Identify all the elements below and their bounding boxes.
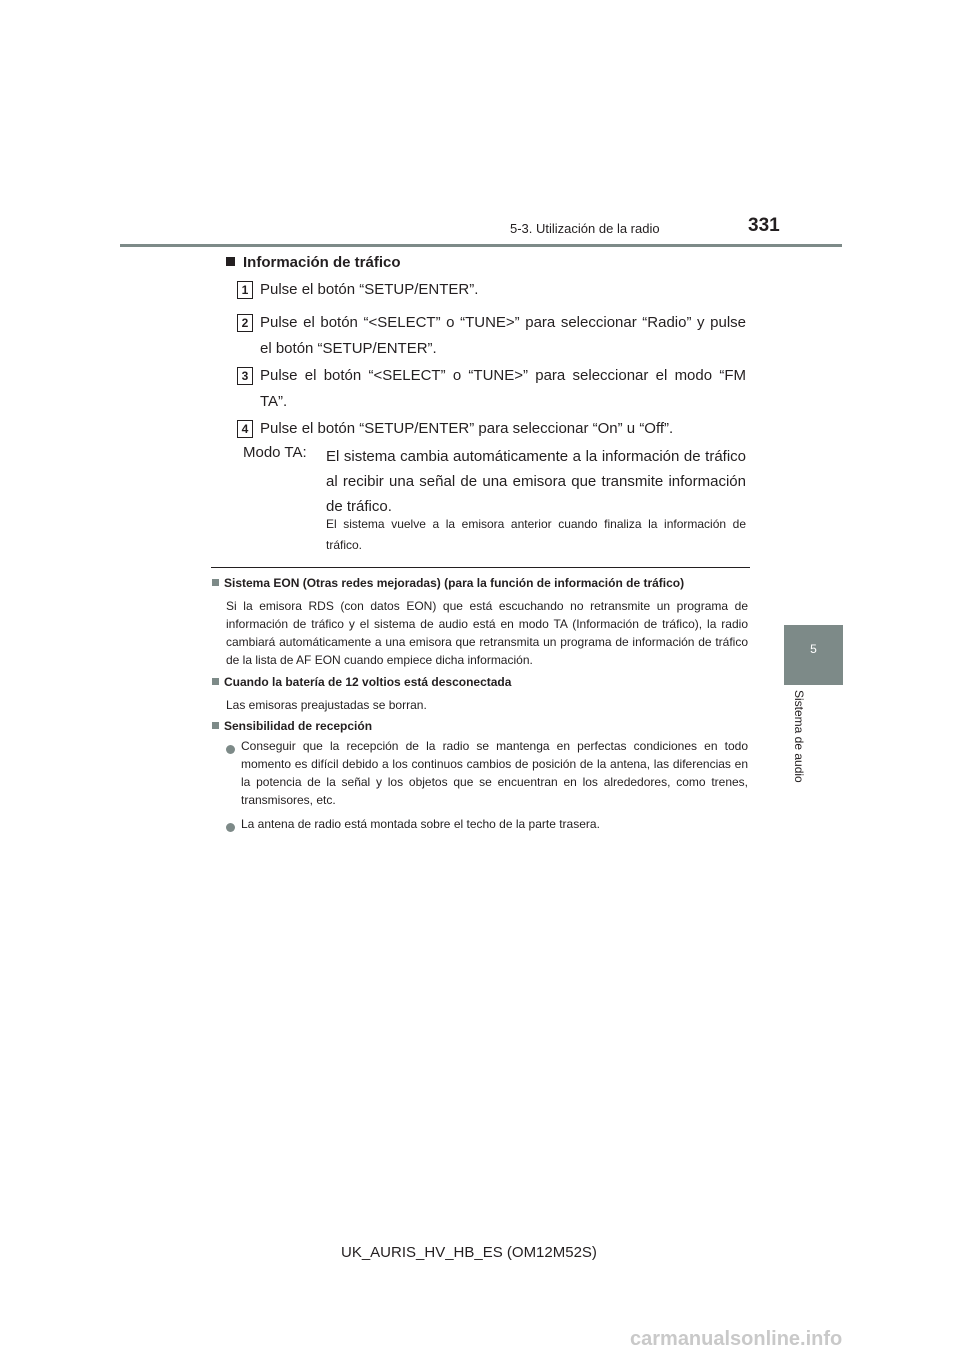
circle-bullet-icon <box>226 823 235 832</box>
section-heading-text: Información de tráfico <box>243 254 401 271</box>
reception-bullet-1: Conseguir que la recepción de la radio se mantenga en perfectas condiciones en todo momento es difícil debido a los continuos cambios de posición de la antena, las diferencias en la potencia de la señal y los objetos que se encuentran en los alrededores, como trenes, transmisores, etc. <box>241 739 748 807</box>
step-number-2: 2 <box>237 314 253 332</box>
section-heading <box>226 254 401 271</box>
footer-doc-code: UK_AURIS_HV_HB_ES (OM12M52S) <box>341 1244 597 1261</box>
note-heading-reception <box>212 719 372 733</box>
step-text-3: Pulse el botón “<SELECT” o “TUNE>” para seleccionar el modo “FM TA”. <box>260 367 746 410</box>
step-number-1: 1 <box>237 281 253 299</box>
step-text-1: Pulse el botón “SETUP/ENTER”. <box>260 281 479 298</box>
header-rule <box>120 244 842 247</box>
note-heading-text: Sensibilidad de recepción <box>224 719 373 733</box>
reception-bullet-2: La antena de radio está montada sobre el techo de la parte trasera. <box>241 817 600 831</box>
page-number: 331 <box>748 215 780 236</box>
circle-bullet-icon <box>226 745 235 754</box>
square-bullet-icon <box>212 579 219 586</box>
step-number-3: 3 <box>237 367 253 385</box>
square-bullet-icon <box>212 678 219 685</box>
note-heading-eon <box>212 576 684 590</box>
bullet-dot-2 <box>226 819 235 837</box>
watermark: carmanualsonline.info <box>630 1328 843 1350</box>
notes-divider <box>211 567 750 568</box>
note-heading-text: Cuando la batería de 12 voltios está desconectada <box>224 675 512 689</box>
step-number-4: 4 <box>237 420 253 438</box>
ta-mode-description: El sistema cambia automáticamente a la información de tráfico al recibir una señal de una emisora que transmite información de tráfico. <box>326 448 746 515</box>
note-body-battery: Las emisoras preajustadas se borran. <box>226 698 427 712</box>
ta-mode-note: El sistema vuelve a la emisora anterior cuando finaliza la información de tráfico. <box>326 517 746 552</box>
bullet-dot-1 <box>226 741 235 759</box>
note-heading-text: Sistema EON (Otras redes mejoradas) (para la función de información de tráfico) <box>224 576 685 590</box>
note-body-eon: Si la emisora RDS (con datos EON) que está escuchando no retransmite un programa de información de tráfico y el sistema de audio está en modo TA (Información de tráfico), la radio cambiará automáticamente a una emisora que retransmita un programa de información de tráfico de la lista de AF EON cuando empiece dicha información. <box>226 599 748 667</box>
chapter-label: Sistema de audio <box>792 690 806 783</box>
chapter-number: 5 <box>810 642 817 656</box>
note-heading-battery <box>212 675 511 689</box>
ta-mode-label: Modo TA: <box>243 444 307 461</box>
step-text-4: Pulse el botón “SETUP/ENTER” para seleccionar “On” u “Off”. <box>260 420 674 437</box>
header-section-title: 5-3. Utilización de la radio <box>510 221 660 236</box>
chapter-label-wrap <box>790 690 810 802</box>
square-bullet-icon <box>226 257 235 266</box>
step-text-2: Pulse el botón “<SELECT” o “TUNE>” para seleccionar “Radio” y pulse el botón “SETUP/ENTER”. <box>260 314 746 357</box>
square-bullet-icon <box>212 722 219 729</box>
